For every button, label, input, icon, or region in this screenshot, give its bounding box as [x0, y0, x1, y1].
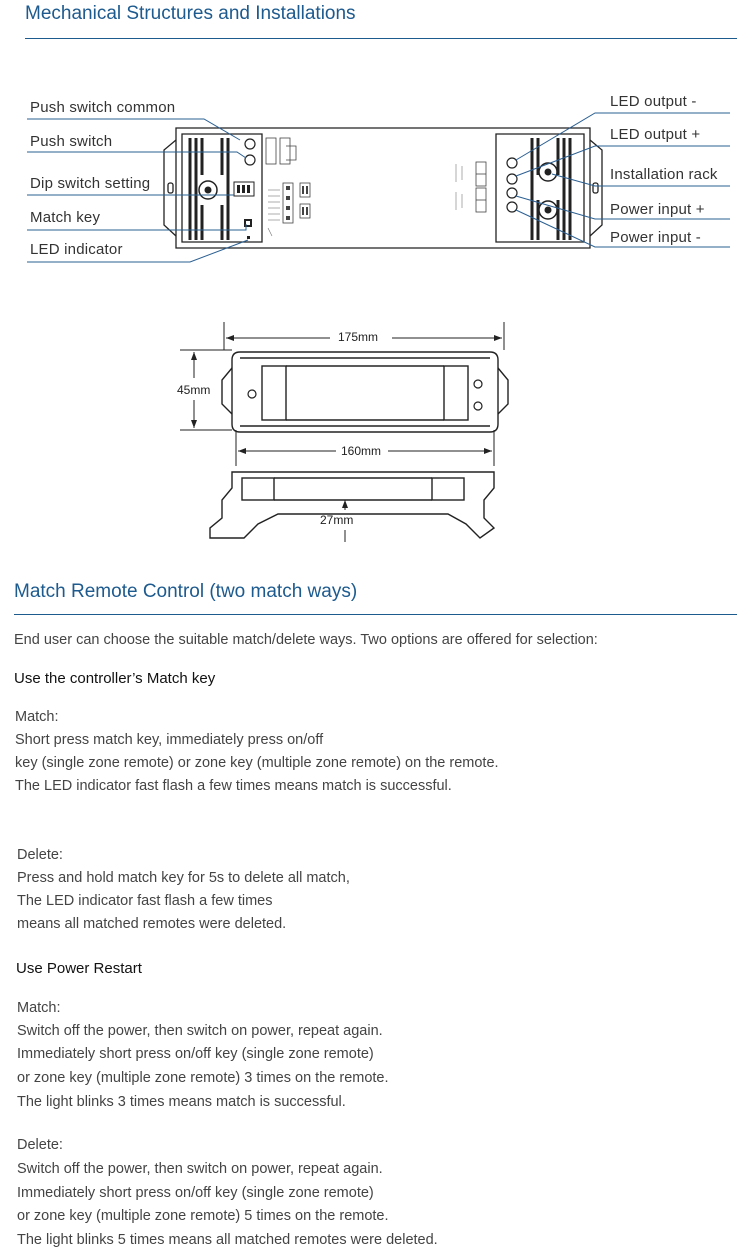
way2-match-line: Switch off the power, then switch on power, repeat again.	[17, 1023, 383, 1039]
way2-delete-line: Switch off the power, then switch on power, repeat again.	[17, 1161, 383, 1177]
section-divider	[25, 38, 737, 39]
way1-match-label: Match:	[15, 709, 59, 725]
dimension-inner-length: 160mm	[341, 444, 382, 458]
way2-match-line: Immediately short press on/off key (single zone remote)	[17, 1046, 374, 1062]
section-title-match: Match Remote Control (two match ways)	[14, 581, 358, 602]
section-title-mechanical: Mechanical Structures and Installations	[25, 3, 356, 24]
way2-delete-label: Delete:	[17, 1137, 63, 1153]
way2-match-line: or zone key (multiple zone remote) 3 times on the remote.	[17, 1070, 389, 1086]
way1-match-line: The LED indicator fast flash a few times means match is successful.	[15, 778, 452, 794]
label-power-input-plus: Power input +	[610, 201, 705, 218]
way2-delete-line: Immediately short press on/off key (single zone remote)	[17, 1185, 374, 1201]
way1-delete-line: The LED indicator fast flash a few times	[17, 893, 273, 909]
dimension-length: 175mm	[338, 330, 379, 344]
way1-delete-line: means all matched remotes were deleted.	[17, 916, 287, 932]
dimension-drawing	[0, 320, 746, 550]
label-push-switch: Push switch	[30, 133, 113, 150]
label-installation-rack: Installation rack	[610, 166, 718, 183]
way1-match-line: Short press match key, immediately press on/off	[15, 732, 324, 748]
label-dip-switch: Dip switch setting	[30, 175, 151, 192]
label-power-input-minus: Power input -	[610, 229, 701, 246]
way1-heading: Use the controller’s Match key	[14, 670, 216, 687]
dimension-height: 45mm	[177, 383, 211, 397]
label-led-output-minus: LED output -	[610, 93, 697, 110]
intro-text: End user can choose the suitable match/delete ways. Two options are offered for selection:	[14, 632, 598, 648]
way2-match-label: Match:	[17, 1000, 61, 1016]
way2-heading: Use Power Restart	[16, 960, 142, 977]
way1-delete-label: Delete:	[17, 847, 63, 863]
way2-match-line: The light blinks 3 times means match is successful.	[17, 1094, 346, 1110]
way1-match-line: key (single zone remote) or zone key (multiple zone remote) on the remote.	[15, 755, 499, 771]
label-led-indicator: LED indicator	[30, 241, 123, 258]
way2-delete-line: The light blinks 5 times means all matched remotes were deleted.	[17, 1232, 438, 1248]
way2-delete-line: or zone key (multiple zone remote) 5 times on the remote.	[17, 1208, 389, 1224]
label-match-key: Match key	[30, 209, 101, 226]
dimension-thickness: 27mm	[320, 513, 354, 527]
label-led-output-plus: LED output +	[610, 126, 701, 143]
section-divider	[14, 614, 737, 615]
way1-delete-line: Press and hold match key for 5s to delete all match,	[17, 870, 350, 886]
label-push-switch-common: Push switch common	[30, 99, 176, 116]
